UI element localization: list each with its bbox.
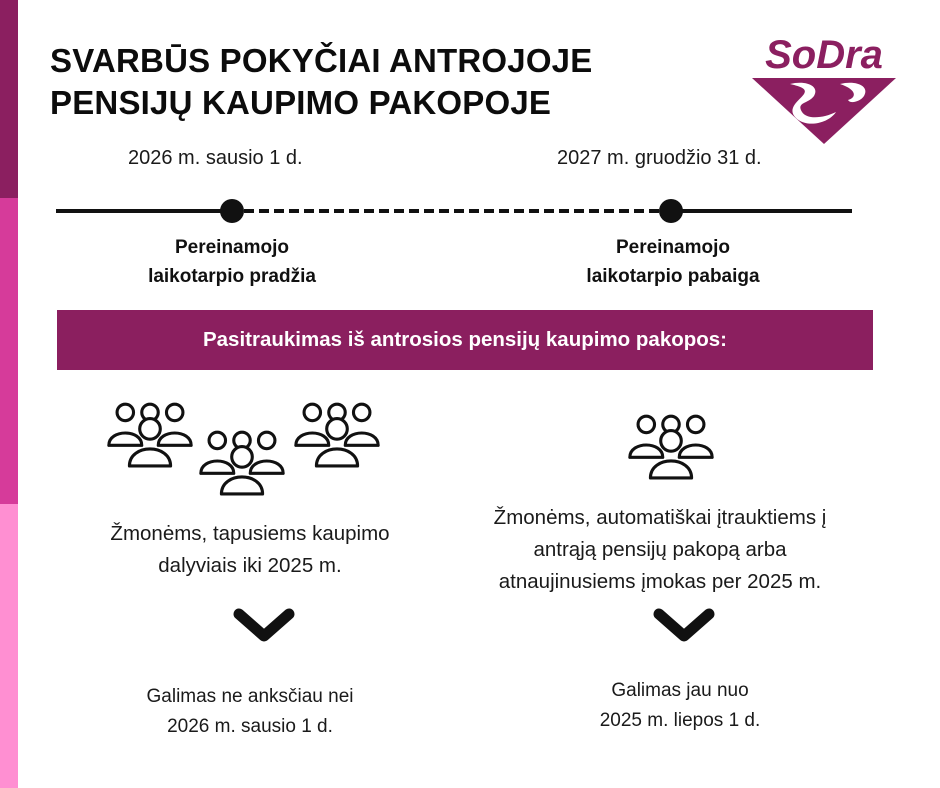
left-result-line-2: 2026 m. sausio 1 d. [167,716,333,737]
right-description-line-3: atnaujinusiems įmokas per 2025 m. [498,570,822,593]
end-label-line-2: laikotarpio pabaiga [586,266,760,287]
right-result [540,676,820,736]
timeline-start-date: 2026 m. sausio 1 d. [128,147,303,169]
left-description-line-2: dalyviais iki 2025 m. [158,554,342,577]
withdrawal-banner: Pasitraukimas iš antrosios pensijų kaupimo pakopos: [57,310,873,370]
chevron-down-icon [652,607,716,643]
right-description [450,502,870,598]
sodra-logo [744,32,904,148]
chevron-down-icon [232,607,296,643]
people-group-icon [196,426,288,496]
title-line-1: SVARBŪS POKYČIAI ANTROJOJE [50,42,593,79]
title-line-2: PENSIJŲ KAUPIMO PAKOPOJE [50,84,552,121]
right-result-line-1: Galimas jau nuo [611,680,749,701]
side-strip-light [0,504,18,788]
timeline [56,196,856,226]
side-strip-dark [0,0,18,198]
timeline-end-date: 2027 m. gruodžio 31 d. [557,147,762,169]
people-group-icon [291,398,383,468]
left-result [110,682,390,742]
start-label-line-1: Pereinamojo [174,237,290,258]
side-strip-medium [0,198,18,504]
left-result-line-1: Galimas ne anksčiau nei [146,686,354,707]
end-label-line-1: Pereinamojo [615,237,731,258]
page-title [50,40,690,124]
right-description-line-2: antrąją pensijų pakopą arba [533,538,787,561]
left-description-line-1: Žmonėms, tapusiems kaupimo [110,522,390,545]
timeline-end-label [548,233,798,291]
logo-wordmark: SoDra [765,33,883,77]
timeline-start-dot [220,199,244,223]
people-group-icon [104,398,196,468]
left-people-icons [104,398,394,498]
timeline-end-dot [659,199,683,223]
right-people-icons [625,410,725,486]
right-result-line-2: 2025 m. liepos 1 d. [599,710,761,731]
people-group-icon [625,410,717,480]
right-description-line-1: Žmonėms, automatiškai įtrauktiems į [493,506,827,529]
start-label-line-2: laikotarpio pradžia [148,266,316,287]
left-description [80,518,420,582]
timeline-start-label [112,233,352,291]
